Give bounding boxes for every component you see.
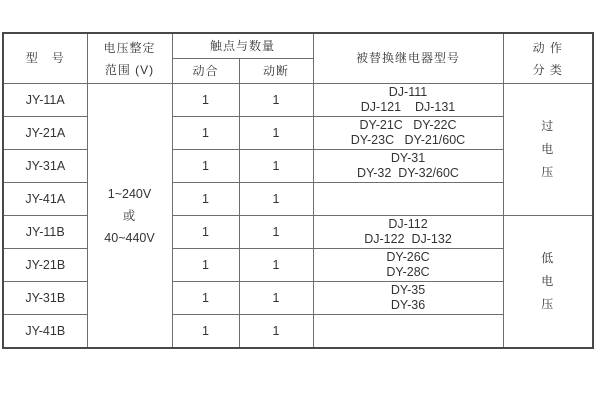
no-count-cell: 1 <box>172 249 239 282</box>
replaced-line1: DY-31 <box>390 150 426 165</box>
replaced-line1: DY-35 <box>390 282 426 297</box>
nc-count-cell: 1 <box>239 117 313 150</box>
no-count-cell: 1 <box>172 183 239 216</box>
voltage-range-cell <box>87 84 172 349</box>
model-cell: JY-21B <box>3 249 87 282</box>
model-cell: JY-41B <box>3 315 87 349</box>
header-model: 型 号 <box>3 33 87 84</box>
action-char: 电 <box>541 274 555 288</box>
action-char: 压 <box>541 297 555 311</box>
replaced-line1: DY-21C DY-22C <box>359 117 457 132</box>
no-count-cell: 1 <box>172 84 239 117</box>
replaced-line2: DJ-122 DJ-132 <box>364 232 452 246</box>
header-row-1 <box>3 33 593 59</box>
action-char: 电 <box>541 142 555 156</box>
model-cell: JY-11A <box>3 84 87 117</box>
replaced-models-cell <box>313 282 503 315</box>
no-count-cell: 1 <box>172 315 239 349</box>
no-count-cell: 1 <box>172 150 239 183</box>
replaced-models-cell <box>313 315 503 349</box>
action-class-undervoltage-cell <box>503 216 593 349</box>
header-voltage-line2: 范围 (V) <box>104 62 155 77</box>
action-char: 低 <box>541 251 555 265</box>
replaced-line1: DJ-112 <box>388 216 428 231</box>
header-action-line2: 分 类 <box>532 62 563 77</box>
replaced-models-cell <box>313 216 503 249</box>
header-action-class <box>503 33 593 84</box>
action-char: 压 <box>541 165 555 179</box>
header-normally-closed: 动断 <box>239 59 313 84</box>
replaced-models-cell <box>313 249 503 282</box>
nc-count-cell: 1 <box>239 249 313 282</box>
no-count-cell: 1 <box>172 282 239 315</box>
no-count-cell: 1 <box>172 117 239 150</box>
replaced-line1: DJ-111 <box>388 84 428 99</box>
nc-count-cell: 1 <box>239 216 313 249</box>
replaced-models-cell <box>313 150 503 183</box>
nc-count-cell: 1 <box>239 282 313 315</box>
replaced-line2: DY-32 DY-32/60C <box>357 166 459 180</box>
nc-count-cell: 1 <box>239 183 313 216</box>
header-voltage-line1: 电压整定 <box>103 40 156 55</box>
header-replaced-models: 被替换继电器型号 <box>313 33 503 84</box>
nc-count-cell: 1 <box>239 315 313 349</box>
header-action-line1: 动 作 <box>532 40 563 55</box>
header-normally-open: 动合 <box>172 59 239 84</box>
replaced-models-cell <box>313 84 503 117</box>
replaced-line2: DJ-121 DJ-131 <box>360 100 456 114</box>
model-cell: JY-31B <box>3 282 87 315</box>
action-class-overvoltage-cell <box>503 84 593 216</box>
replaced-line2: DY-36 <box>390 298 426 312</box>
model-cell: JY-31A <box>3 150 87 183</box>
model-cell: JY-11B <box>3 216 87 249</box>
model-cell: JY-41A <box>3 183 87 216</box>
relay-spec-table <box>2 32 594 349</box>
replaced-models-cell <box>313 183 503 216</box>
model-cell: JY-21A <box>3 117 87 150</box>
replaced-line1: DY-26C <box>386 249 430 264</box>
nc-count-cell: 1 <box>239 150 313 183</box>
table-row <box>3 84 593 117</box>
replaced-models-cell <box>313 117 503 150</box>
action-char: 过 <box>541 119 555 133</box>
header-voltage-range <box>87 33 172 84</box>
header-contacts: 触点与数量 <box>172 33 313 59</box>
voltage-line1: 1~240V <box>107 186 152 201</box>
voltage-line2: 或 <box>122 208 137 223</box>
no-count-cell: 1 <box>172 216 239 249</box>
voltage-line3: 40~440V <box>104 230 155 245</box>
replaced-line2: DY-28C <box>386 265 430 279</box>
replaced-line2: DY-23C DY-21/60C <box>350 133 466 147</box>
nc-count-cell: 1 <box>239 84 313 117</box>
